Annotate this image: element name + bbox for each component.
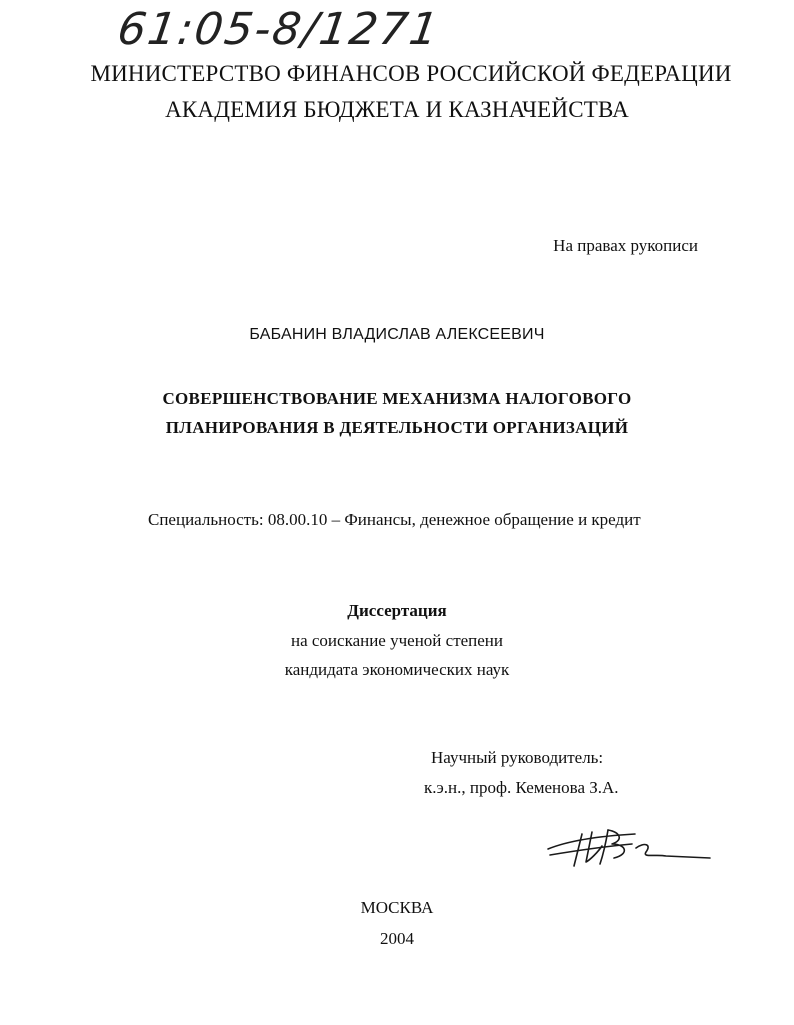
ministry-name: МИНИСТЕРСТВО ФИНАНСОВ РОССИЙСКОЙ ФЕДЕРАЦИИ	[90, 61, 732, 86]
rights-note: На правах рукописи	[553, 236, 698, 255]
year: 2004	[380, 929, 414, 948]
city: МОСКВА	[360, 898, 434, 917]
signature-image	[540, 822, 715, 872]
degree-line-2: кандидата экономических наук	[284, 660, 510, 679]
supervisor-label: Научный руководитель:	[431, 748, 604, 767]
thesis-title-line-1: СОВЕРШЕНСТВОВАНИЕ МЕХАНИЗМА НАЛОГОВОГО	[162, 389, 632, 408]
thesis-title-line-2: ПЛАНИРОВАНИЯ В ДЕЯТЕЛЬНОСТИ ОРГАНИЗАЦИЙ	[165, 418, 629, 437]
supervisor-name: к.э.н., проф. Кеменова З.А.	[424, 778, 619, 797]
specialty: Специальность: 08.00.10 – Финансы, денежное обращение и кредит	[148, 510, 641, 529]
archive-code: 61:05-8/1271	[114, 4, 444, 55]
degree-line-1: на соискание ученой степени	[290, 631, 504, 650]
author-name: БАБАНИН ВЛАДИСЛАВ АЛЕКСЕЕВИЧ	[249, 326, 545, 343]
academy-name: АКАДЕМИЯ БЮДЖЕТА И КАЗНАЧЕЙСТВА	[165, 97, 629, 122]
dissertation-heading: Диссертация	[347, 601, 447, 620]
